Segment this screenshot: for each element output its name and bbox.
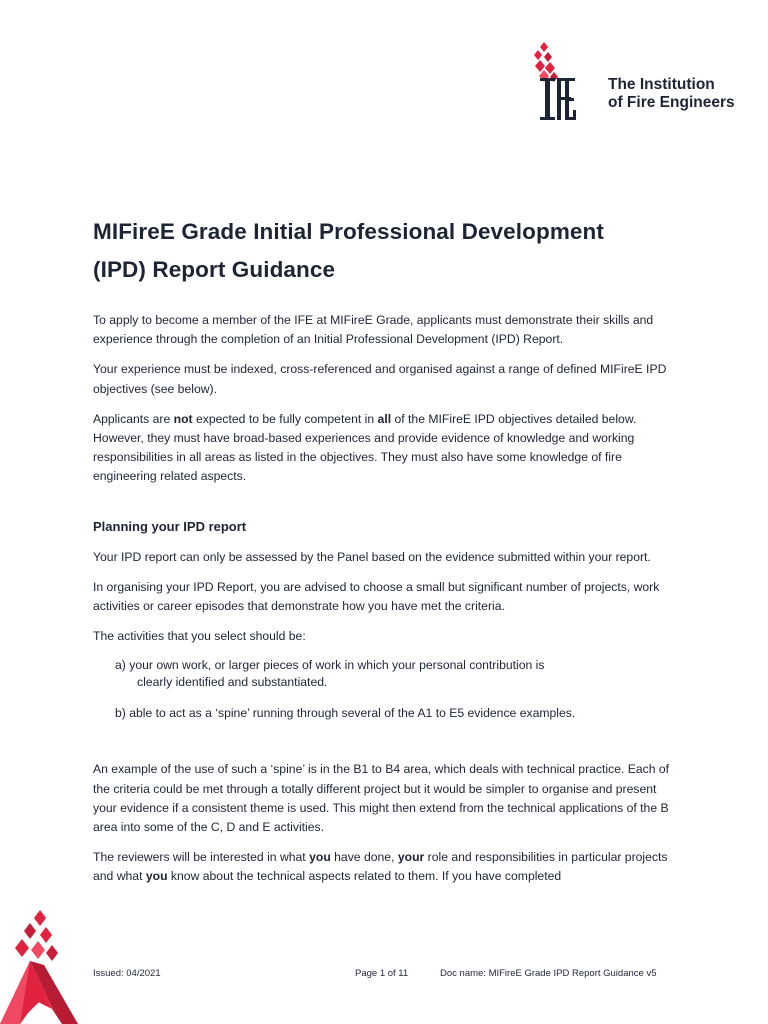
- ife-logo: [530, 40, 740, 125]
- criteria-list: [115, 657, 678, 722]
- intro-paragraph-3: [93, 410, 678, 487]
- text-run: The reviewers will be interested in what: [93, 850, 310, 865]
- logo-wordmark: [608, 76, 735, 112]
- title-line-1: MIFireE Grade Initial Professional Development: [93, 219, 604, 244]
- emphasis-you: you: [309, 850, 331, 865]
- intro-paragraph-2: Your experience must be indexed, cross-referenced and organised against a range of defined MIFireE IPD objectives (see below).: [93, 362, 667, 396]
- plan-paragraph-2: In organising your IPD Report, you are advised to choose a small but significant number of projects, work activities or career episodes that demonstrate how you have met the criteria.: [93, 579, 660, 614]
- emphasis-you: you: [145, 869, 168, 884]
- footer-issued: Issued: 04/2021: [93, 968, 161, 979]
- page-title: [93, 213, 678, 289]
- list-item-text: a) your own work, or larger pieces of work in which your personal contribution is: [115, 658, 545, 673]
- section-heading: Planning your IPD report: [93, 518, 247, 534]
- emphasis-all: all: [377, 411, 392, 426]
- document-body: [93, 213, 678, 898]
- spine-paragraph: An example of the use of such a ‘spine’ is in the B1 to B4 area, which deals with technical practice. Each of the criteria could be met through a totally different project but it would be simpler to organise and present your evidence if a consistent theme is used. This might then extend from the technical applications of the B area into some of the C, D and E activities.: [93, 762, 670, 835]
- text-run: Applicants are: [93, 411, 174, 426]
- ife-flame-logo-icon: [530, 40, 610, 125]
- corner-flame-icon: [0, 905, 95, 1024]
- list-item-text: b) able to act as a ‘spine’ running through several of the A1 to E5 evidence examples.: [115, 706, 576, 721]
- plan-paragraph-1: Your IPD report can only be assessed by the Panel based on the evidence submitted within your report.: [93, 549, 651, 564]
- text-run: of the MIFireE IPD objectives detailed below. However, they must have broad-based experiences and provide evidence of knowledge and working responsibilities in all areas as listed in the objectives. They must also have some knowledge of fire engineering related aspects.: [93, 411, 637, 484]
- reviewers-paragraph: [93, 848, 678, 886]
- text-run: have done,: [330, 850, 398, 865]
- footer-page-number: Page 1 of 11: [355, 968, 409, 979]
- footer-doc-name: Doc name: MIFireE Grade IPD Report Guidance v5: [440, 968, 657, 979]
- intro-paragraph-1: To apply to become a member of the IFE at MIFireE Grade, applicants must demonstrate their skills and experience through the completion of an Initial Professional Development (IPD) Report.: [93, 313, 654, 347]
- text-run: expected to be fully competent in: [192, 411, 378, 426]
- list-item-continuation: clearly identified and substantiated.: [137, 675, 328, 690]
- logo-line-1: The Institution: [608, 76, 715, 93]
- page-footer: [0, 968, 768, 982]
- logo-line-2: of Fire Engineers: [608, 94, 735, 111]
- emphasis-not: not: [173, 411, 193, 426]
- text-run: know about the technical aspects related to them. If you have completed: [167, 869, 562, 884]
- text-run: role and responsibilities in particular projects and what: [93, 850, 668, 884]
- list-item: [115, 657, 678, 691]
- list-item: [115, 705, 678, 722]
- emphasis-your: your: [397, 850, 425, 865]
- plan-paragraph-3: The activities that you select should be:: [93, 629, 306, 644]
- title-line-2: (IPD) Report Guidance: [93, 257, 336, 282]
